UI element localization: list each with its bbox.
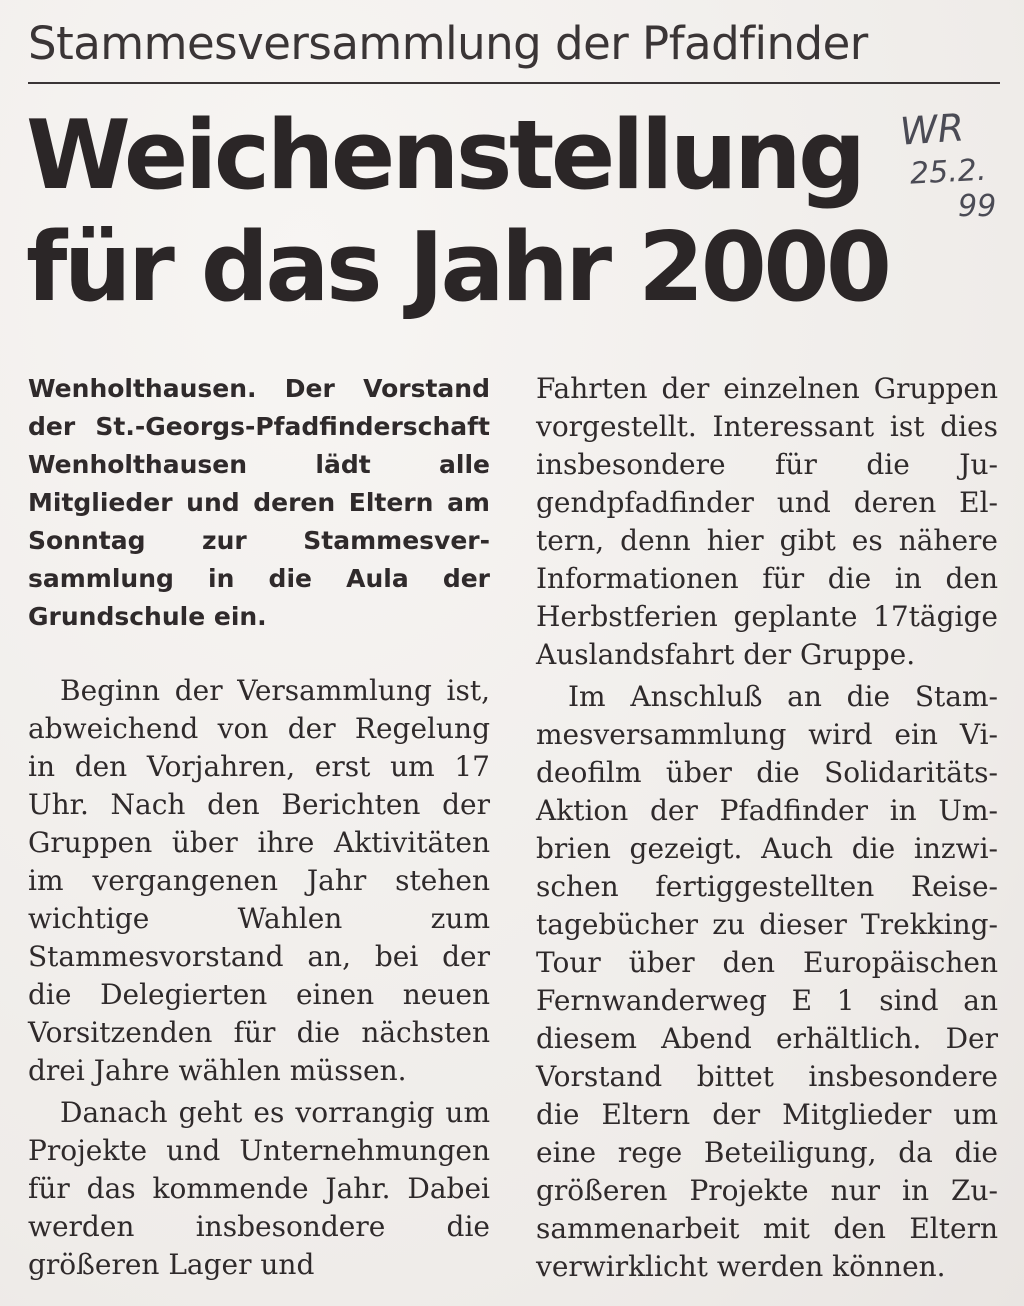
- handwritten-source: WR: [898, 105, 966, 154]
- body-paragraph-3: Fahrten der einzelnen Gruppen vorgestellt. Interessant ist dies insbesondere für die Jugendpfadfinder und deren Eltern, denn hier gibt es nähere Informationen für die in den Herbstferien geplante 17tägige Auslandsfahrt der Gruppe.: [536, 372, 998, 671]
- kicker-rule: [28, 82, 1000, 84]
- lead-paragraph: Wenholthausen. Der Vorstand der St.-Georgs-Pfadfinderschaft Wenholthausen lädt alle Mitglieder und deren Eltern am Sonntag zur Stammesversammlung in die Aula der Grundschule ein.: [28, 374, 490, 631]
- headline-line-2: für das Jahr 2000: [26, 213, 889, 323]
- handwritten-year: 99: [958, 189, 997, 224]
- column-left: [28, 370, 490, 1284]
- headline: [26, 100, 906, 324]
- kicker-title: Stammesversammlung der Pfadfinder: [28, 17, 868, 70]
- body-paragraph-2: Danach geht es vorrangig um Projekte und Unternehmungen für das kommende Jahr. Dabei werden insbesondere die größeren Lager und: [28, 1096, 490, 1281]
- body-paragraph-4: Im Anschluß an die Stammesversammlung wird ein Videofilm über die Solidaritäts-Aktion der Pfadfinder in Umbrien gezeigt. Auch die inzwischen fertiggestellten Reisetagebücher zu dieser Trekking-Tour über den Europäischen Fernwanderweg E 1 sind an diesem Abend erhältlich. Der Vorstand bittet insbesondere die Eltern der Mitglieder um eine rege Beteiligung, da die größeren Projekte nur in Zusammenarbeit mit den Eltern verwirklicht werden können.: [536, 680, 998, 1283]
- handwritten-date: 25.2.: [909, 152, 988, 192]
- body-paragraph-1: Beginn der Versammlung ist, abweichend von der Regelung in den Vorjahren, erst um 17 Uhr. Nach den Berichten der Gruppen über ihre Aktivitäten im vergangenen Jahr stehen wichtige Wahlen zum Stammesvorstand an, bei der die Delegierten einen neuen Vorsitzenden für die nächsten drei Jahre wählen müssen.: [28, 674, 490, 1087]
- headline-line-1: Weichenstellung: [26, 101, 863, 211]
- handwritten-note: [898, 105, 1010, 224]
- column-right: [536, 370, 998, 1286]
